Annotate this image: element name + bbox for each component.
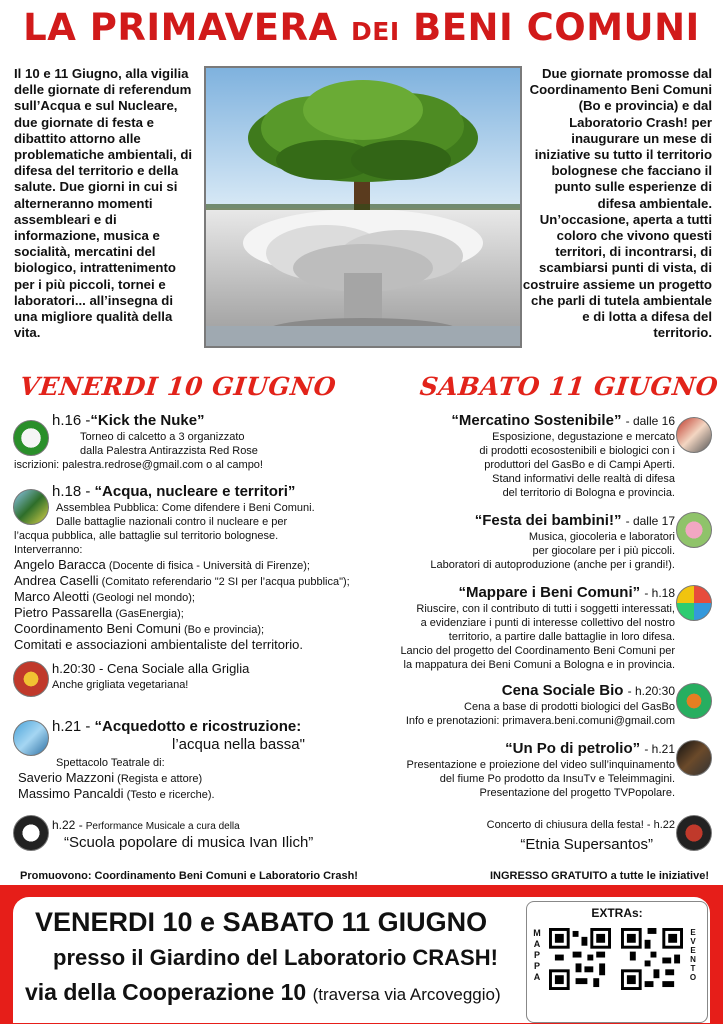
event-heading: h.16 -“Kick the Nuke” — [52, 412, 205, 429]
speaker: Pietro Passarella (GasEnergia); — [14, 605, 184, 620]
event-line: Stand informativi delle realtà di difesa — [492, 473, 675, 485]
event-heading-cont: l’acqua nella bassa" — [172, 736, 305, 753]
event-line: Musica, giocoleria e laboratori — [528, 531, 675, 543]
saturday-heading: SABATO 11 GIUGNO — [418, 372, 720, 401]
event-line: Interverranno: — [14, 544, 83, 556]
event-line: produttori del GasBo e di Campi Aperti. — [484, 459, 675, 471]
event-line: Torneo di calcetto a 3 organizzato — [80, 431, 245, 443]
event-heading: “Festa dei bambini!” - dalle 17 — [474, 512, 675, 529]
friday-heading: VENERDI 10 GIUGNO — [18, 372, 338, 401]
speaker-list — [14, 557, 350, 653]
event-heading: h.20:30 - Cena Sociale alla Griglia — [52, 661, 250, 676]
speaker: Andrea Caselli (Comitato referendario "2 SI per l’acqua pubblica"); — [14, 573, 350, 588]
event-line: Riuscire, con il contributo di tutti i soggetti interessati, — [416, 603, 675, 615]
event-heading: “Mercatino Sostenibile” - dalle 16 — [451, 412, 675, 429]
intro-left-text: Il 10 e 11 Giugno, alla vigilia delle giornate di referendum sull’Acqua e sul Nucleare, due giornate di festa e dibattito attorno alle problematiche ambientali, di difesa del territorio e della salute. Due giorni in cui si alterneranno momenti assembleari e di informazione, musica e socialità, mercatini del biologico, intrattenimento per i più piccoli, tornei e laboratori... all’insegna di una migliore qualità della vita. — [14, 66, 193, 341]
event-line: per giocolare per i più piccoli. — [532, 545, 675, 557]
event-line: Esposizione, degustazione e mercato — [492, 431, 675, 443]
extras-label: EXTRAs: — [591, 906, 643, 920]
event-heading: “Un Po di petrolio” - h.21 — [505, 740, 675, 757]
friday-event-kick-the-nuke — [14, 412, 263, 472]
event-line: iscrizioni: palestra.redrose@gmail.com o al campo! — [14, 459, 263, 471]
bio-dinner-icon — [676, 683, 712, 719]
event-heading: Cena Sociale Bio - h.20:30 — [501, 682, 675, 699]
title-part-1: LA PRIMAVERA — [23, 6, 338, 49]
grilled-vegetables-icon — [13, 661, 49, 697]
event-line: Presentazione del progetto TVPopolare. — [479, 787, 675, 799]
speaker: Coordinamento Beni Comuni (Bo e provincia); — [14, 621, 265, 636]
children-party-icon — [676, 512, 712, 548]
footer-banner — [0, 885, 723, 1024]
event-line: del territorio di Bologna e provincia. — [502, 487, 675, 499]
event-title: “Scuola popolare di musica Ivan Ilich” — [64, 834, 314, 851]
hero-image-tree-mushroom-cloud — [204, 66, 522, 348]
intro-right-text: Due giornate promosse dal Coordinamento Beni Comuni (Bo e provincia) e dal Laboratorio Crash! per inaugurare un mese di iniziative su tutto il territorio bolognese che facciano il punto sulle esperienze di difesa ambientale. Un’occasione, aperta a tutti coloro che vivono questi territori, di incontrarsi, di scambiarsi punti di vista, di costruire assieme un progetto che parli di tutela ambientale e di lotta a difesa del territorio. — [522, 66, 712, 341]
event-line: a evidenziare i punti di interesse collettivo del nostro — [420, 617, 675, 629]
event-heading: h.21 - “Acquedotto e ricostruzione: — [52, 718, 302, 735]
event-line: Laboratori di autoproduzione (anche per i grandi!). — [430, 559, 675, 571]
friday-event-acqua-nucleare — [14, 483, 350, 653]
event-line: Spettacolo Teatrale di: — [56, 757, 165, 769]
event-heading: h.22 - Performance Musicale a cura della — [52, 818, 240, 832]
event-line: Anche grigliata vegetariana! — [52, 679, 189, 691]
friday-event-cena-griglia — [52, 660, 249, 692]
title-part-3: BENI COMUNI — [413, 6, 700, 49]
event-line: la mappatura dei Beni Comuni a Bologna e in provincia. — [403, 659, 675, 671]
event-line: territorio, a partire dalle battaglie in loro difesa. — [448, 631, 675, 643]
promoters-text: Promuovono: Coordinamento Beni Comuni e Laboratorio Crash! — [20, 870, 358, 882]
performer: Saverio Mazzoni (Regista e attore) — [18, 770, 203, 785]
poster-title — [0, 6, 723, 49]
qr-panel — [526, 901, 708, 1023]
event-heading: Concerto di chiusura della festa! - h.22 — [486, 819, 675, 831]
saturday-event-mercatino — [451, 412, 675, 500]
event-line: Cena a base di prodotti biologici del GasBo — [464, 701, 675, 713]
music-performer-icon — [13, 815, 49, 851]
event-line: dalla Palestra Antirazzista Red Rose — [80, 445, 258, 457]
band-icon — [676, 815, 712, 851]
performer: Massimo Pancaldi (Testo e ricerche). — [18, 786, 215, 801]
event-heading: h.18 - “Acqua, nucleare e territori” — [52, 483, 296, 500]
saturday-event-cena-bio — [406, 682, 675, 728]
event-line: Info e prenotazioni: primavera.beni.comuni@gmail.com — [405, 715, 675, 727]
hero-illustration — [206, 68, 520, 346]
footer-venue: presso il Giardino del Laboratorio CRASH! — [53, 945, 498, 970]
soccer-ball-icon — [13, 420, 49, 456]
market-icon — [676, 417, 712, 453]
saturday-event-concerto — [487, 818, 675, 854]
event-line: di prodotti ecosostenibili e biologici con i — [479, 445, 675, 457]
footer-dates: VENERDI 10 e SABATO 11 GIUGNO — [35, 907, 488, 937]
evento-label: EVENTO — [689, 928, 697, 982]
friday-event-acquedotto — [18, 718, 305, 802]
speaker: Angelo Baracca (Docente di fisica - Università di Firenze); — [14, 557, 310, 572]
event-line: Assemblea Pubblica: Come difendere i Beni Comuni. — [56, 502, 315, 514]
event-line: Dalle battaglie nazionali contro il nucleare e per — [56, 516, 288, 528]
speaker: Comitati e associazioni ambientaliste del territorio. — [14, 637, 304, 652]
oil-river-icon — [676, 740, 712, 776]
event-line: Lancio del progetto del Coordinamento Beni Comuni per — [400, 645, 675, 657]
map-icon — [676, 585, 712, 621]
theater-water-icon — [13, 720, 49, 756]
event-line: del fiume Po prodotto da InsuTv e Teleimmagini. — [439, 773, 675, 785]
map-qr-code-icon[interactable] — [549, 928, 611, 990]
saturday-event-mappare — [400, 584, 675, 672]
event-heading: “Mappare i Beni Comuni” - h.18 — [458, 584, 675, 601]
mappa-label: MAPPA — [533, 928, 541, 982]
free-entry-text: INGRESSO GRATUITO a tutte le iniziative! — [489, 870, 709, 882]
event-line: Presentazione e proiezione del video sull’inquinamento — [406, 759, 675, 771]
speaker: Marco Aleotti (Geologi nel mondo); — [14, 589, 195, 604]
saturday-event-festa-bambini — [430, 512, 675, 572]
event-qr-code-icon[interactable] — [621, 928, 683, 990]
friday-event-scuola-musica — [52, 818, 313, 852]
title-part-2: DEI — [351, 17, 400, 46]
saturday-event-po-petrolio — [407, 740, 675, 800]
footer-box — [13, 897, 710, 1023]
event-title: “Etnia Supersantos” — [520, 836, 653, 853]
footer-address: via della Cooperazione 10 (traversa via Arcoveggio) — [25, 979, 501, 1005]
event-line: l’acqua pubblica, alle battaglie sul territorio bolognese. — [14, 530, 279, 542]
water-nuclear-icon — [13, 489, 49, 525]
